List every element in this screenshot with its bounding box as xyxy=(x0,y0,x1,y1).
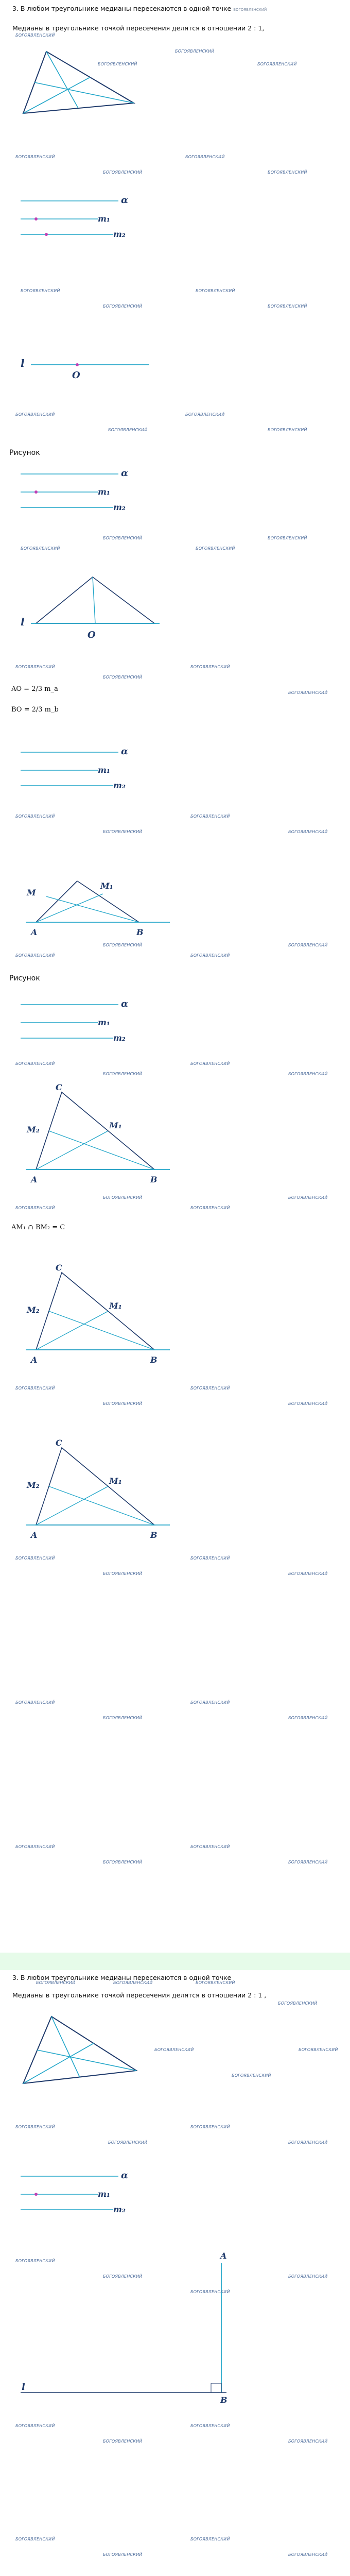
svg-text:M₂: M₂ xyxy=(27,1305,40,1315)
label-risunok-1: Рисунок xyxy=(9,449,40,457)
svg-text:B: B xyxy=(150,1530,157,1540)
svg-text:A: A xyxy=(220,2251,227,2261)
svg-text:C: C xyxy=(56,1082,62,1092)
svg-text:C: C xyxy=(56,1438,62,1448)
svg-text:α: α xyxy=(121,468,128,479)
svg-text:α: α xyxy=(121,2170,128,2181)
svg-text:M₂: M₂ xyxy=(27,1125,40,1134)
svg-text:A: A xyxy=(31,1355,38,1365)
svg-text:O: O xyxy=(87,630,96,640)
figure-lines-m1-m2-4 xyxy=(15,994,144,1051)
svg-text:M: M xyxy=(27,888,36,897)
svg-text:M₁: M₁ xyxy=(109,1476,122,1486)
svg-text:B: B xyxy=(136,927,144,937)
page-2: 3. В любом треугольнике медианы пересекаются в одной точке Медианы в треугольнике точкой пересечения делятся в отношении 2 : 1 , α m₁ m₂ A l B БОГОЯВЛЕНСКИЙ БОГОЯВЛЕНСКИЙ БОГОЯВЛЕНСКИЙ БОГОЯВЛЕНСКИЙ БОГОЯВЛЕНСКИЙ БОГОЯВЛЕНСКИЙ БОГОЯВЛЕНСКИЙ БОГОЯВЛЕНСКИЙ БОГОЯВЛЕНСКИЙ БОГОЯВЛЕНСКИЙ БОГОЯВЛЕНСКИЙ БОГОЯВЛЕНСКИЙ БОГОЯВЛЕНСКИЙ БОГОЯВЛЕНСКИЙ БОГОЯВЛЕНСКИЙ БОГОЯВЛЕНСКИЙ БОГОЯВЛЕНСКИЙ БОГОЯВЛЕНСКИЙ БОГОЯВЛЕНСКИЙ БОГОЯВЛЕНСКИЙ БОГОЯВЛЕНСКИЙ БОГОЯВЛЕНСКИЙ БОГОЯВЛЕНСКИЙ xyxy=(0,1970,350,2576)
svg-text:m₁: m₁ xyxy=(98,1018,110,1027)
formula-am-1: AM₁ ∩ BM₂ = C xyxy=(11,1224,65,1231)
figure-line-l-o-1 xyxy=(15,355,160,386)
svg-text:A: A xyxy=(31,927,38,937)
svg-text:O: O xyxy=(72,370,80,381)
formula-bo-1: BO = 2/3 m_b xyxy=(11,706,59,714)
svg-text:l: l xyxy=(22,2382,25,2393)
label-m1: m₁ xyxy=(98,214,110,224)
svg-text:M₁: M₁ xyxy=(109,1301,122,1311)
svg-text:A: A xyxy=(31,1175,38,1184)
svg-text:m₁: m₁ xyxy=(98,2189,110,2199)
svg-text:M₂: M₂ xyxy=(27,1480,40,1490)
svg-text:α: α xyxy=(121,998,128,1009)
figure-lines-m1-m2-1 xyxy=(15,191,144,252)
svg-text:α: α xyxy=(121,746,128,757)
figure-triangle-medians-2 xyxy=(21,2011,139,2099)
svg-text:B: B xyxy=(150,1355,157,1365)
formula-ao-1: AO = 2/3 m_a xyxy=(11,685,58,693)
svg-text:M₁: M₁ xyxy=(100,881,113,891)
svg-text:m₂: m₂ xyxy=(113,2205,126,2214)
svg-text:B: B xyxy=(220,2395,227,2405)
svg-text:B: B xyxy=(150,1175,157,1184)
page-1-subtitle: Медианы в треугольнике точкой пересечения делятся в отношении 2 : 1, xyxy=(12,24,265,32)
label-risunok-2: Рисунок xyxy=(9,974,40,982)
svg-text:m₂: m₂ xyxy=(113,502,126,512)
page-1-title: 3. В любом треугольнике медианы пересекаются в одной точке БОГОЯВЛЕНСКИЙ xyxy=(12,5,267,12)
page-2-title: 3. В любом треугольнике медианы пересекаются в одной точке xyxy=(12,1974,232,1981)
svg-text:A: A xyxy=(31,1530,38,1540)
svg-text:m₁: m₁ xyxy=(98,765,110,775)
figure-triangle-c-ab-3 xyxy=(15,1437,180,1540)
figure-triangle-c-ab-2 xyxy=(15,1262,180,1365)
figure-triangle-ab-m-1 xyxy=(15,866,170,938)
svg-text:M₁: M₁ xyxy=(109,1121,122,1130)
svg-text:m₁: m₁ xyxy=(98,487,110,497)
svg-text:m₂: m₂ xyxy=(113,781,126,790)
figure-lines-m1-m2-2 xyxy=(15,464,144,520)
page-2-subtitle: Медианы в треугольнике точкой пересечения делятся в отношении 2 : 1 , xyxy=(12,1991,267,1999)
label-m2: m₂ xyxy=(113,229,126,239)
svg-text:l: l xyxy=(21,357,25,369)
figure-right-triangle-akb-1 xyxy=(15,2248,232,2403)
page-separator xyxy=(0,1953,350,1970)
svg-text:l: l xyxy=(21,616,25,628)
svg-text:m₂: m₂ xyxy=(113,1033,126,1043)
page-1: 3. В любом треугольнике медианы пересекаются в одной точке БОГОЯВЛЕНСКИЙ Медианы в треугольнике точкой пересечения делятся в отношении 2 : 1, α m₁ m₂ l O Рисунок α m₁ m₂ l O AO = 2/3 m_a BO = 2/3 m_b α m₁ m₂ M M₁ A B Рисунок α m₁ m₂ C M₂ M₁ A B AM₁ ∩ BM₂ = C C M₂ M₁ A B C M₂ M₁ A B БОГОЯВЛЕНСКИЙ БОГОЯВЛЕНСКИЙ БОГОЯВЛЕНСКИЙ БОГОЯВЛЕНСКИЙ БОГОЯВЛЕНСКИЙ БОГОЯВЛЕНСКИЙ БОГОЯВЛЕНСКИЙ БОГОЯВЛЕНСКИЙ БОГОЯВЛЕНСКИЙ БОГОЯВЛЕНСКИЙ БОГОЯВЛЕНСКИЙ БОГОЯВЛЕНСКИЙ БОГОЯВЛЕНСКИЙ БОГОЯВЛЕНСКИЙ БОГОЯВЛЕНСКИЙ БОГОЯВЛЕНСКИЙ БОГОЯВЛЕНСКИЙ БОГОЯВЛЕНСКИЙ БОГОЯВЛЕНСКИЙ БОГОЯВЛЕНСКИЙ БОГОЯВЛЕНСКИЙ БОГОЯВЛЕНСКИЙ БОГОЯВЛЕНСКИЙ БОГОЯВЛЕНСКИЙ БОГОЯВЛЕНСКИЙ БОГОЯВЛЕНСКИЙ БОГОЯВЛЕНСКИЙ БОГОЯВЛЕНСКИЙ БОГОЯВЛЕНСКИЙ БОГОЯВЛЕНСКИЙ БОГОЯВЛЕНСКИЙ БОГОЯВЛЕНСКИЙ БОГОЯВЛЕНСКИЙ БОГОЯВЛЕНСКИЙ БОГОЯВЛЕНСКИЙ БОГОЯВЛЕНСКИЙ БОГОЯВЛЕНСКИЙ БОГОЯВЛЕНСКИЙ БОГОЯВЛЕНСКИЙ БОГОЯВЛЕНСКИЙ БОГОЯВЛЕНСКИЙ БОГОЯВЛЕНСКИЙ БОГОЯВЛЕНСКИЙ БОГОЯВЛЕНСКИЙ БОГОЯВЛЕНСКИЙ БОГОЯВЛЕНСКИЙ БОГОЯВЛЕНСКИЙ БОГОЯВЛЕНСКИЙ БОГОЯВЛЕНСКИЙ БОГОЯВЛЕНСКИЙ БОГОЯВЛЕНСКИЙ БОГОЯВЛЕНСКИЙ БОГОЯВЛЕНСКИЙ БОГОЯВЛЕНСКИЙ БОГОЯВЛЕНСКИЙ БОГОЯВЛЕНСКИЙ xyxy=(0,0,350,1953)
figure-lines-m1-m2-3 xyxy=(15,742,144,799)
svg-text:C: C xyxy=(56,1263,62,1273)
label-alpha: α xyxy=(121,195,128,206)
figure-triangle-l-o-1 xyxy=(15,572,170,644)
figure-triangle-medians-1 xyxy=(21,46,139,129)
figure-triangle-c-ab-1 xyxy=(15,1082,180,1185)
figure-lines-m1-m2-5 xyxy=(15,2166,144,2223)
